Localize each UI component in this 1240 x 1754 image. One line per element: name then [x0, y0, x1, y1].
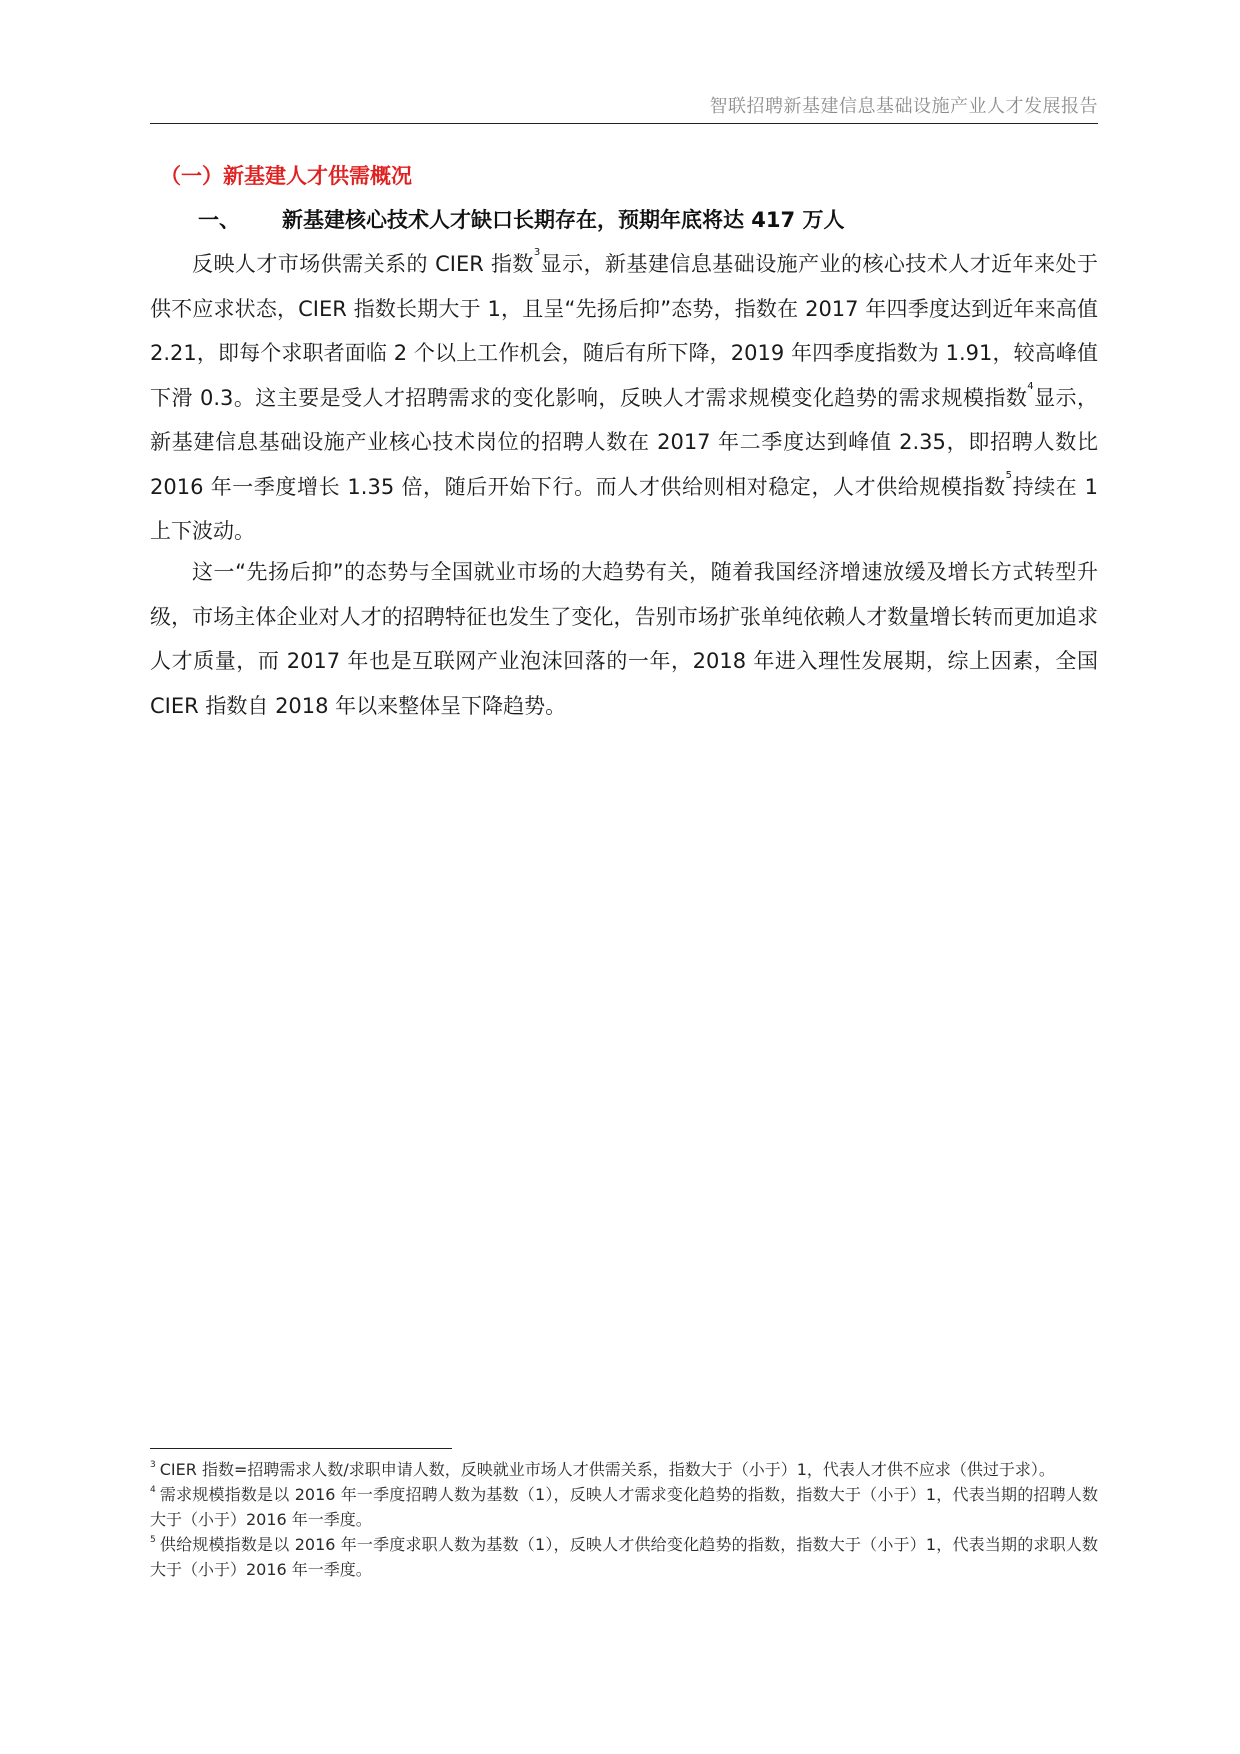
header-divider [150, 123, 1098, 124]
footnote-3 [150, 1457, 1098, 1482]
paragraph-1-part-d: 持续在 1 上下波动。 [150, 474, 1098, 543]
body-paragraph-2: 这一“先扬后抑”的态势与全国就业市场的大趋势有关，随着我国经济增速放缓及增长方式转型升级，市场主体企业对人才的招聘特征也发生了变化，告别市场扩张单纯依赖人才数量增长转而更加追求人才质量，而 2017 年也是互联网产业泡沫回落的一年，2018 年进入理性发展期，综上因素，全国 CIER 指数自 2018 年以来整体呈下降趋势。 [150, 560, 1098, 718]
body-paragraph-1 [150, 242, 1098, 554]
section-heading: （一）新基建人才供需概况 [160, 164, 412, 188]
footnote-marker: 4 [150, 1485, 156, 1495]
paragraph-1-part-c: 显示，新基建信息基础设施产业核心技术岗位的招聘人数在 2017 年二季度达到峰值 2.35，即招聘人数比 2016 年一季度增长 1.35 倍，随后开始下行。而人才供给则相对稳定，人才供给规模指数 [150, 385, 1099, 499]
footnote-marker: 5 [150, 1535, 156, 1545]
footnote-text: 需求规模指数是以 2016 年一季度招聘人数为基数（1），反映人才需求变化趋势的指数，指数大于（小于）1，代表当期的招聘人数大于（小于）2016 年一季度。 [150, 1485, 1098, 1529]
footnote-ref-4[interactable]: 4 [1027, 380, 1034, 392]
subheading [198, 204, 844, 234]
footnote-text: CIER 指数=招聘需求人数/求职申请人数，反映就业市场人才供需关系，指数大于（小于）1，代表人才供不应求（供过于求）。 [159, 1460, 1055, 1479]
paragraph-1-part-a: 反映人才市场供需关系的 CIER 指数 [192, 252, 534, 276]
running-header: 智联招聘新基建信息基础设施产业人才发展报告 [709, 96, 1098, 117]
footnote-text: 供给规模指数是以 2016 年一季度求职人数为基数（1），反映人才供给变化趋势的指数，指数大于（小于）1，代表当期的求职人数大于（小于）2016 年一季度。 [150, 1535, 1098, 1579]
subheading-number: 一、 [198, 208, 240, 232]
footnotes [150, 1457, 1098, 1582]
footnote-divider [150, 1448, 452, 1449]
subheading-text: 新基建核心技术人才缺口长期存在，预期年底将达 417 万人 [282, 208, 845, 232]
footnote-ref-5[interactable]: 5 [1005, 469, 1013, 481]
footnote-5 [150, 1532, 1098, 1582]
footnote-ref-3[interactable]: 3 [533, 247, 541, 258]
footnote-marker: 3 [150, 1460, 156, 1470]
paragraph-1-part-b: 显示，新基建信息基础设施产业的核心技术人才近年来处于供不应求状态，CIER 指数长期大于 1，且呈“先扬后抑”态势，指数在 2017 年四季度达到近年来高值 2.21，即每个求职者面临 2 个以上工作机会，随后有所下降，2019 年四季度指数为 1.91，较高峰值下滑 0.3。这主要是受人才招聘需求的变化影响，反映人才需求规模变化趋势的需求规模指数 [150, 252, 1098, 410]
footnote-4 [150, 1482, 1098, 1532]
